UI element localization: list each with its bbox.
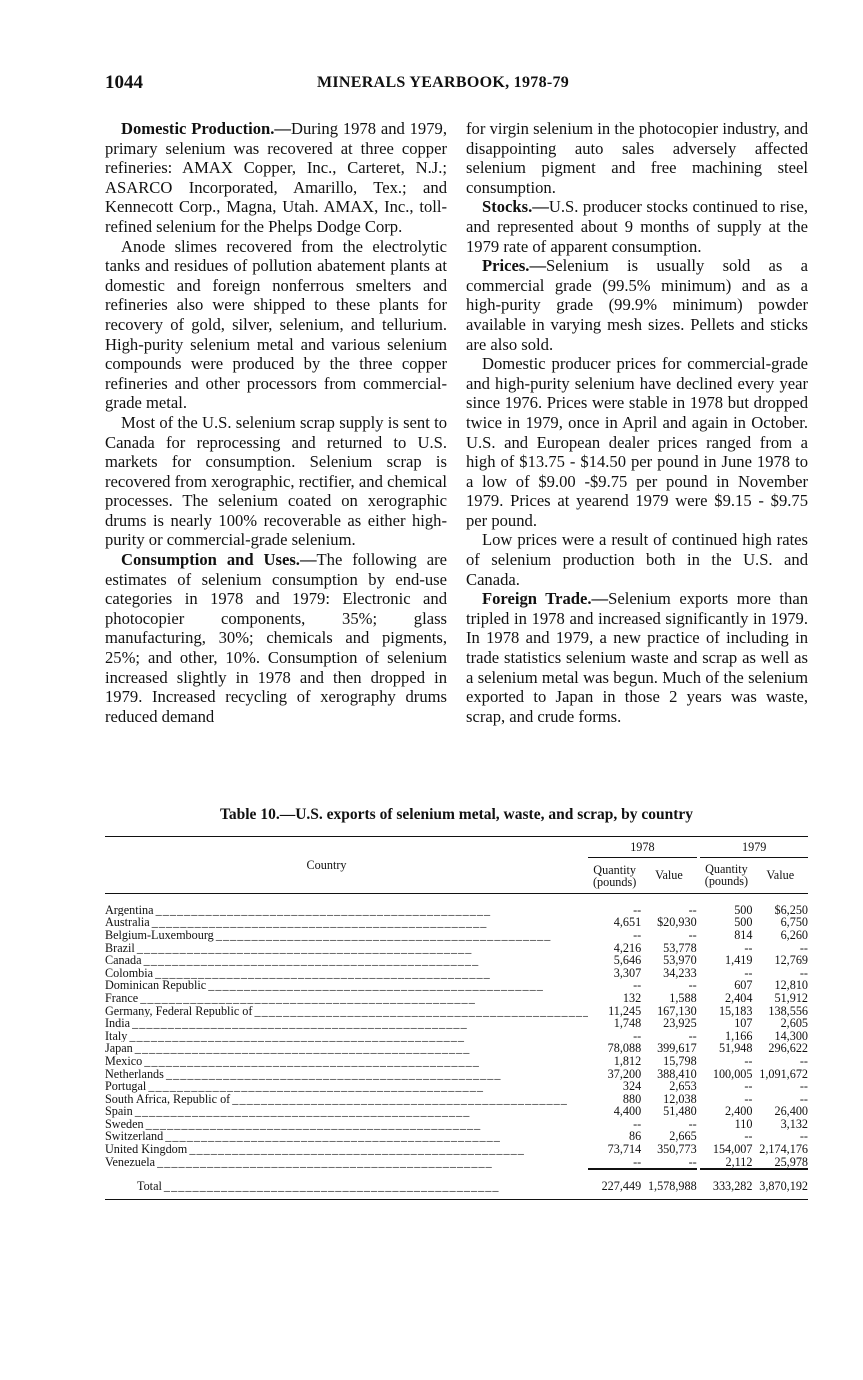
country-header: Country	[306, 857, 347, 872]
value-1978: --	[688, 1154, 697, 1169]
paragraph	[466, 530, 808, 589]
year-header-1979: 1979	[700, 837, 808, 858]
value-1979: --	[799, 1091, 808, 1106]
paragraph-heading: Domestic Production.—	[121, 119, 291, 138]
paragraph-heading: Stocks.—	[482, 197, 549, 217]
value-1978: 2,665	[669, 1129, 697, 1144]
value-1978: 1,578,988	[641, 1169, 697, 1199]
value-1978: 12,038	[663, 1091, 697, 1106]
quantity-1979: --	[744, 1129, 753, 1144]
value-1978: 15,798	[663, 1053, 697, 1068]
paragraph	[105, 237, 447, 413]
value-1979: 296,622	[768, 1041, 808, 1056]
quantity-header-1978: Quantity (pounds)	[592, 862, 637, 890]
quantity-1979: --	[744, 965, 753, 980]
page-header	[105, 72, 808, 96]
quantity-1978: --	[633, 1116, 642, 1131]
quantity-1978: 880	[622, 1091, 642, 1106]
quantity-1979: --	[744, 1079, 753, 1094]
country-cell	[105, 979, 588, 992]
quantity-1978: 86	[629, 1129, 642, 1144]
quantity-1978: 37,200	[607, 1066, 642, 1081]
value-1979: 3,132	[780, 1116, 808, 1131]
quantity-1979: 110	[734, 1116, 753, 1131]
table-row	[105, 1005, 808, 1018]
quantity-1979: 1,166	[725, 1028, 753, 1043]
paragraph	[105, 413, 447, 550]
country-cell	[105, 1105, 588, 1118]
table-row	[105, 1093, 808, 1106]
quantity-1978: 78,088	[607, 1041, 642, 1056]
country-name: Spain _ _ _	[105, 1105, 588, 1118]
table-row	[105, 1105, 808, 1118]
table-row	[105, 954, 808, 967]
value-1978: 51,480	[663, 1104, 697, 1119]
quantity-1979: 2,112	[725, 1154, 753, 1169]
country-name: Netherlands _ _ _	[105, 1068, 588, 1081]
value-1979: 26,400	[774, 1104, 808, 1119]
value-1979: 12,769	[774, 953, 808, 968]
value-1979: 14,300	[774, 1028, 808, 1043]
total-label: Total _ _ _	[105, 1180, 588, 1193]
table-row	[105, 1130, 808, 1143]
country-cell	[105, 1080, 588, 1093]
paragraph-text: Selenium exports more than tripled in 1978 and increased significantly in 1979. In 1978 and 1979, a new practice of including in trade statistics selenium waste and scrap as well as a selenium metal was begun. Much of the selenium exported to Japan in those 2 years was waste, scrap, and crude forms.	[466, 589, 809, 726]
value-1979: 6,750	[780, 915, 808, 930]
country-name: Mexico _ _ _	[105, 1055, 588, 1068]
value-1979: 6,260	[780, 927, 808, 942]
table-row	[105, 1055, 808, 1068]
value-1978: --	[688, 1028, 697, 1043]
value-1979: $6,250	[774, 902, 808, 917]
quantity-1978: 324	[622, 1079, 642, 1094]
value-1978: --	[688, 927, 697, 942]
quantity-1978: 4,216	[613, 940, 642, 955]
country-cell	[105, 1130, 588, 1143]
country-name: United Kingdom _ _ _	[105, 1143, 588, 1156]
country-name: Brazil _ _ _	[105, 942, 588, 955]
quantity-1978: 3,307	[613, 965, 642, 980]
quantity-1979: --	[744, 1091, 753, 1106]
quantity-header-1979: Quantity (pounds)	[704, 861, 749, 889]
page-number: 1044	[105, 72, 143, 93]
country-cell	[105, 916, 588, 929]
country-cell	[105, 1118, 588, 1131]
paragraph	[105, 550, 447, 726]
table-row	[105, 967, 808, 980]
value-1979: 12,810	[774, 978, 808, 993]
right-column	[466, 119, 808, 726]
exports-table	[105, 836, 808, 1200]
country-cell	[105, 1017, 588, 1030]
value-1978: 53,778	[663, 940, 697, 955]
value-1979: --	[799, 1079, 808, 1094]
country-cell	[105, 1042, 588, 1055]
quantity-1979: 2,400	[725, 1104, 753, 1119]
country-cell	[105, 942, 588, 955]
value-1978: 167,130	[657, 1003, 697, 1018]
quantity-1978: --	[633, 1028, 642, 1043]
country-name: Italy _ _ _	[105, 1030, 588, 1043]
paragraph	[466, 589, 808, 726]
paragraph	[105, 119, 447, 237]
quantity-1979: 154,007	[712, 1142, 753, 1157]
value-1978: --	[688, 978, 697, 993]
country-cell	[105, 954, 588, 967]
value-1979: --	[799, 940, 808, 955]
value-1978: 2,653	[669, 1079, 697, 1094]
quantity-1979: --	[744, 940, 753, 955]
paragraph	[466, 119, 808, 197]
paragraph-text: During 1978 and 1979, primary selenium was recovered at three copper refineries: AMAX Copper, Inc., Carteret, N.J.; ASARCO Incorporated, Amarillo, Tex.; and Kennecott Corp., Magna, Utah. AMAX, Inc., toll-refined selenium for the Phelps Dodge Corp.	[105, 119, 447, 236]
value-1978: 23,925	[663, 1016, 697, 1031]
quantity-1979: 15,183	[718, 1003, 753, 1018]
table-row	[105, 992, 808, 1005]
running-title: MINERALS YEARBOOK, 1978-79	[317, 74, 570, 91]
table-row	[105, 1017, 808, 1030]
table-row	[105, 1068, 808, 1081]
table-row	[105, 979, 808, 992]
country-cell	[105, 967, 588, 980]
quantity-1978: 4,651	[613, 915, 642, 930]
country-name: Dominican Republic _ _ _	[105, 979, 588, 992]
country-cell	[105, 1156, 588, 1170]
paragraph-text: Anode slimes recovered from the electrolytic tanks and residues of pollution abatement plants at domestic and foreign nonferrous smelters and refineries also were shipped to these plants for recovery of gold, silver, selenium, and tellurium. High-purity selenium metal and various selenium compounds were produced by the three copper refineries and other processors from commercial-grade metal.	[105, 236, 447, 413]
quantity-1978: 132	[622, 990, 642, 1005]
paragraph	[466, 354, 808, 530]
paragraph-heading: Consumption and Uses.—	[121, 550, 317, 570]
quantity-1979: 333,282	[700, 1169, 752, 1199]
value-1979: 25,978	[774, 1154, 808, 1169]
quantity-1979: 1,419	[725, 953, 753, 968]
country-name: Sweden _ _ _	[105, 1118, 588, 1131]
country-name: Canada _ _ _	[105, 954, 588, 967]
quantity-1978: 11,245	[608, 1003, 642, 1018]
value-1979: 2,174,176	[759, 1142, 808, 1157]
quantity-1979: 51,948	[718, 1041, 753, 1056]
country-name: India _ _ _	[105, 1017, 588, 1030]
country-cell	[105, 929, 588, 942]
table-row	[105, 929, 808, 942]
paragraph-text: Selenium is usually sold as a commercial grade (99.5% minimum) and as a high-purity grade (99.9% minimum) powder available in varying mesh sizes. Pellets and sticks are also sold.	[466, 256, 808, 354]
paragraph-text: Domestic producer prices for commercial-grade and high-purity selenium have declined every year since 1976. Prices were stable in 1978 but dropped twice in 1979, once in April and again in October. U.S. and European dealer prices ranged from a high of $13.75 - $14.50 per pound in June 1978 to a low of $9.00 -$9.75 per pound in November 1979. Prices at yearend 1979 were $9.15 - $9.75 per pound.	[466, 354, 808, 530]
country-name: Germany, Federal Republic of _ _ _	[105, 1005, 588, 1018]
value-header-1978: Value	[655, 867, 683, 882]
country-name: Venezuela _ _ _	[105, 1156, 588, 1169]
total-row	[105, 1169, 808, 1199]
table-row	[105, 942, 808, 955]
paragraph	[466, 256, 808, 354]
table-row	[105, 1143, 808, 1156]
quantity-1978: 73,714	[607, 1142, 642, 1157]
paragraph-heading: Foreign Trade.—	[482, 589, 609, 609]
quantity-1978: 1,748	[613, 1016, 642, 1031]
quantity-1978: 4,400	[613, 1104, 642, 1119]
value-1979: 138,556	[768, 1003, 808, 1018]
value-header-1979: Value	[766, 867, 795, 882]
table-row	[105, 916, 808, 929]
table-caption: Table 10.—U.S. exports of selenium metal, waste, and scrap, by country	[219, 806, 694, 823]
value-1978: 399,617	[657, 1041, 697, 1056]
quantity-1978: --	[633, 1154, 642, 1169]
quantity-1979: 100,005	[712, 1066, 753, 1081]
country-cell	[105, 1143, 588, 1156]
table-row	[105, 1030, 808, 1043]
country-name: Switzerland _ _ _	[105, 1130, 588, 1143]
paragraph-text: Most of the U.S. selenium scrap supply is sent to Canada for reprocessing and returned to U.S. markets for consumption. Selenium scrap is recovered from xerographic, rectifier, and chemical processes. The selenium coated on xerographic drums is nearly 100% recoverable as either high-purity or commercial-grade selenium.	[105, 412, 447, 550]
quantity-1978: 1,812	[613, 1053, 642, 1068]
value-1979: --	[799, 965, 808, 980]
paragraph-text: The following are estimates of selenium consumption by end-use categories in 1978 and 1979: Electronic and photocopier components, 35%; glass manufacturing, 30%; chemicals and pigments, 25%; and other, 10%. Consumption of selenium increased slightly in 1978 and then dropped in 1979. Increased recycling of xerography drums reduced demand	[105, 550, 447, 726]
country-name: Belgium-Luxembourg _ _ _	[105, 929, 588, 942]
country-cell	[105, 893, 588, 916]
paragraph-heading: Prices.—	[482, 256, 547, 276]
country-name: Japan _ _ _	[105, 1042, 588, 1055]
country-name: Colombia _ _ _	[105, 967, 588, 980]
country-name: France _ _ _	[105, 992, 588, 1005]
country-cell	[105, 1068, 588, 1081]
value-1978: 53,970	[663, 953, 697, 968]
paragraph-text: U.S. producer stocks continued to rise, and represented about 9 months of supply at the 1979 rate of apparent consumption.	[466, 197, 808, 256]
quantity-1979: --	[744, 1053, 753, 1068]
country-name: Portugal _ _ _	[105, 1080, 588, 1093]
quantity-1978: --	[633, 978, 642, 993]
country-cell	[105, 992, 588, 1005]
paragraph-text: Low prices were a result of continued high rates of selenium production both in the U.S. and Canada.	[466, 530, 808, 589]
paragraph-text: for virgin selenium in the photocopier industry, and disappointing auto sales adversely affected selenium pigment and free machining steel consumption.	[466, 119, 808, 197]
country-name: South Africa, Republic of _ _ _	[105, 1093, 588, 1106]
left-column	[105, 119, 447, 726]
paragraph	[466, 197, 808, 256]
quantity-1979: 107	[734, 1016, 753, 1031]
value-1978: $20,930	[657, 915, 697, 930]
country-name: Australia _ _ _	[105, 916, 588, 929]
quantity-1979: 814	[734, 927, 753, 942]
table-row	[105, 1042, 808, 1055]
table-row	[105, 1118, 808, 1131]
value-1979: 3,870,192	[752, 1169, 808, 1199]
quantity-1979: 2,404	[725, 990, 753, 1005]
quantity-1978: --	[633, 927, 642, 942]
value-1978: 388,410	[657, 1066, 697, 1081]
value-1978: --	[688, 902, 697, 917]
country-cell	[105, 1093, 588, 1106]
country-cell	[105, 1055, 588, 1068]
value-1979: 1,091,672	[759, 1066, 808, 1081]
year-header-1978: 1978	[588, 837, 697, 858]
value-1978: 350,773	[657, 1142, 697, 1157]
country-cell	[105, 1005, 588, 1018]
country-cell	[105, 1030, 588, 1043]
value-1978: 34,233	[663, 965, 697, 980]
quantity-1978: 227,449	[588, 1169, 641, 1199]
value-1978: 1,588	[669, 990, 697, 1005]
value-1978: --	[688, 1116, 697, 1131]
quantity-1979: 607	[734, 978, 753, 993]
value-1979: 51,912	[774, 990, 808, 1005]
value-1979: 2,605	[780, 1016, 808, 1031]
quantity-1978: 5,646	[613, 953, 642, 968]
table-row	[105, 893, 808, 916]
value-1979: --	[799, 1129, 808, 1144]
table-row	[105, 1080, 808, 1093]
value-1979: --	[799, 1053, 808, 1068]
quantity-1979: 500	[734, 915, 753, 930]
table-row	[105, 1156, 808, 1170]
country-cell	[105, 1169, 588, 1199]
quantity-1979: 500	[734, 902, 753, 917]
country-name: Argentina _ _ _	[105, 904, 588, 917]
quantity-1978: --	[633, 902, 642, 917]
